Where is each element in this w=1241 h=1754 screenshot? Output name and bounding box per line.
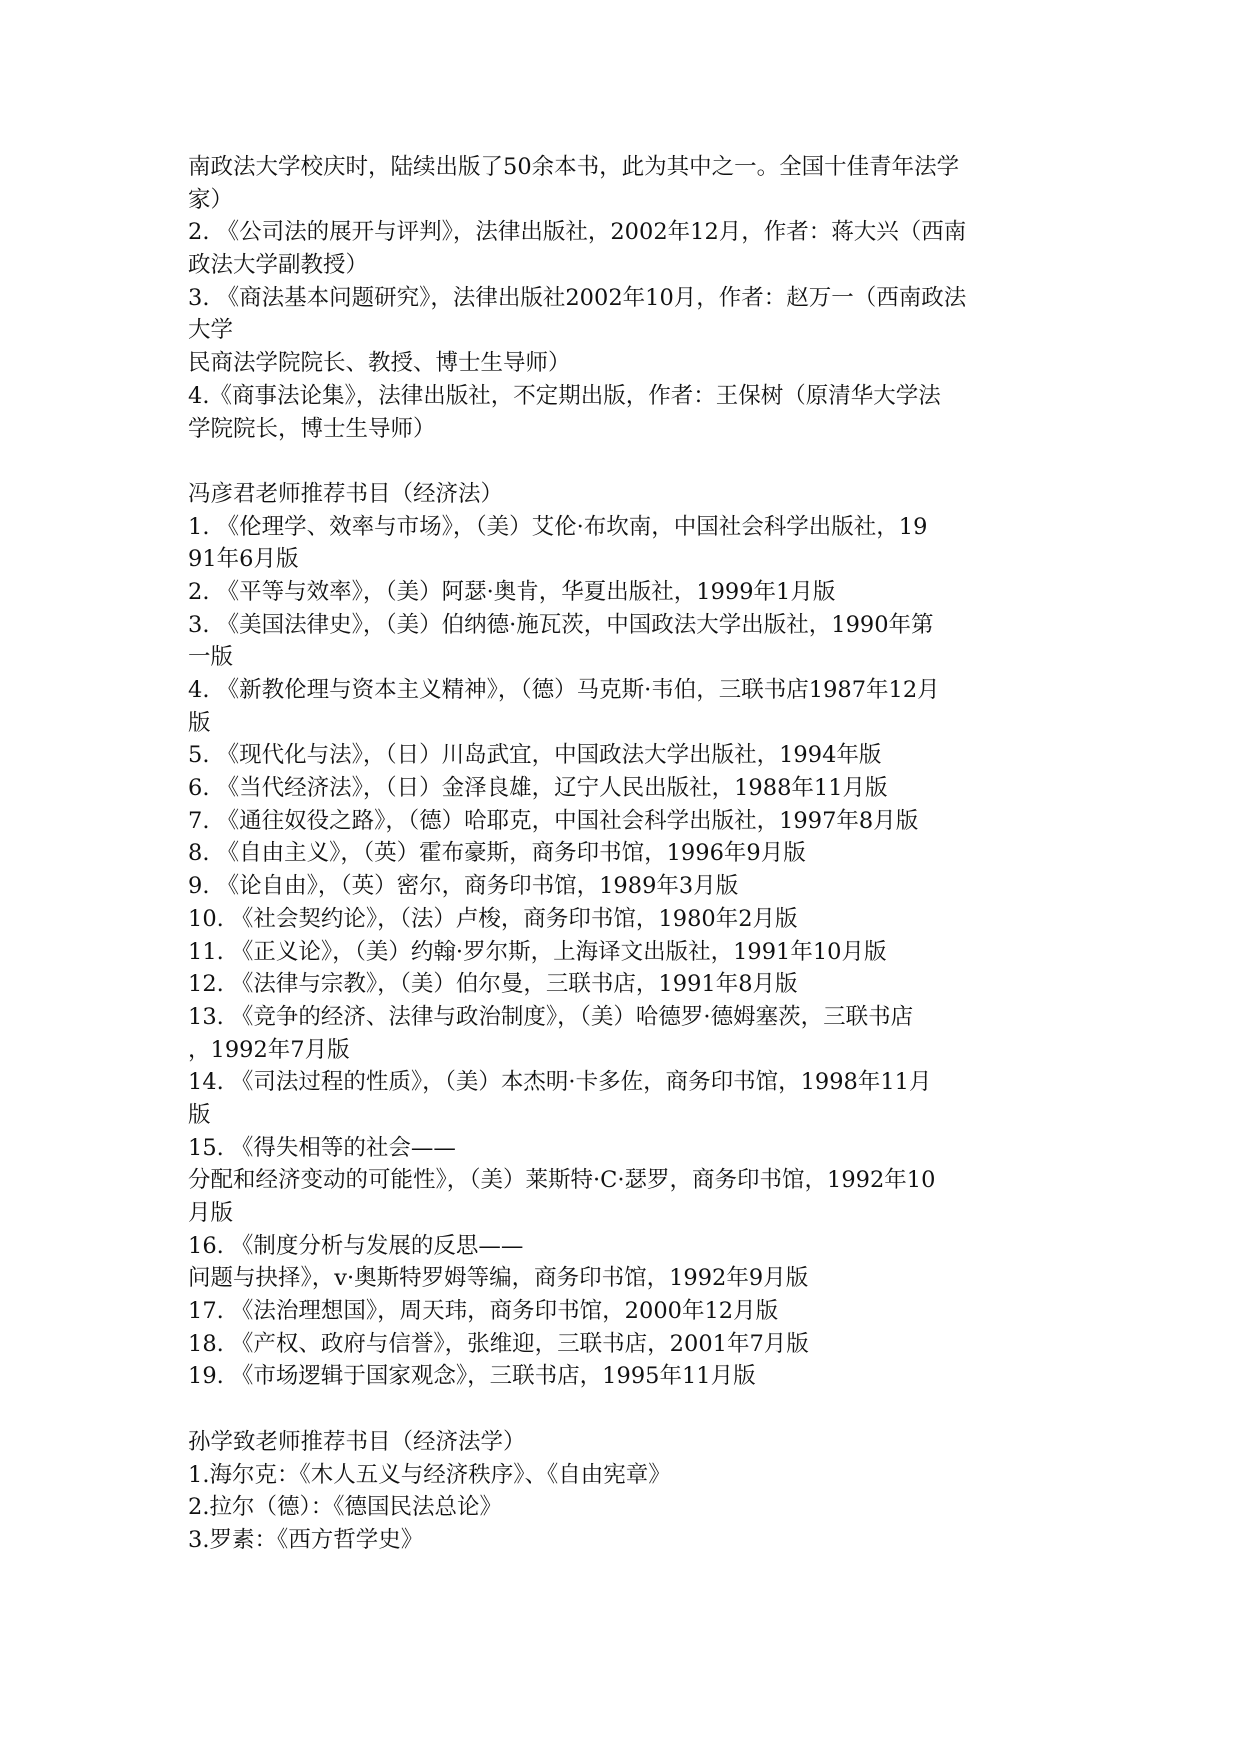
list-item: 6. 《当代经济法》，（日）金泽良雄，辽宁人民出版社，1988年11月版	[188, 775, 888, 802]
text-line: 3. 《商法基本问题研究》，法律出版社2002年10月，作者：赵万一（西南政法	[188, 284, 967, 311]
book-list-shang-fa	[188, 151, 1058, 445]
list-item: 4. 《新教伦理与资本主义精神》，（德）马克斯·韦伯，三联书店1987年12月	[188, 677, 940, 703]
list-item: 2. 《平等与效率》，（美）阿瑟·奥肯，华夏出版社，1999年1月版	[188, 578, 836, 605]
list-item: ，1992年7月版	[188, 1036, 350, 1063]
list-item: 8. 《自由主义》，（英）霍布豪斯，商务印书馆，1996年9月版	[188, 840, 806, 867]
paragraph-gap	[188, 445, 1058, 478]
list-item: 17. 《法治理想国》，周天玮，商务印书馆，2000年12月版	[188, 1298, 779, 1325]
document-page	[188, 151, 1058, 1557]
list-item: 7. 《通往奴役之路》，（德）哈耶克，中国社会科学出版社，1997年8月版	[188, 807, 919, 834]
text-line: 家）	[188, 186, 234, 213]
list-item: 3.罗素：《西方哲学史》	[188, 1526, 424, 1553]
list-item: 分配和经济变动的可能性》，（美）莱斯特·C·瑟罗，商务印书馆，1992年10	[188, 1167, 936, 1194]
list-item: 1. 《伦理学、效率与市场》，（美）艾伦·布坎南，中国社会科学出版社，19	[188, 513, 928, 540]
list-item: 版	[188, 709, 211, 736]
text-line: 民商法学院院长、教授、博士生导师）	[188, 350, 571, 377]
text-line: 政法大学副教授）	[188, 252, 369, 279]
list-item: 5. 《现代化与法》，（日）川岛武宜，中国政法大学出版社，1994年版	[188, 742, 882, 769]
list-item: 1.海尔克：《木人五义与经济秩序》、《自由宪章》	[188, 1461, 671, 1488]
list-item: 11. 《正义论》，（美）约翰·罗尔斯，上海译文出版社，1991年10月版	[188, 938, 887, 965]
text-line: 南政法大学校庆时，陆续出版了50余本书，此为其中之一。全国十佳青年法学	[188, 154, 960, 180]
list-item: 9. 《论自由》，（英）密尔，商务印书馆，1989年3月版	[188, 873, 739, 900]
section-heading: 孙学致老师推荐书目（经济法学）	[188, 1428, 526, 1455]
list-item: 16. 《制度分析与发展的反思——	[188, 1232, 524, 1259]
list-item: 15. 《得失相等的社会——	[188, 1134, 456, 1161]
list-item: 14. 《司法过程的性质》，（美）本杰明·卡多佐，商务印书馆，1998年11月	[188, 1069, 932, 1096]
list-item: 91年6月版	[188, 546, 299, 573]
list-item: 12. 《法律与宗教》，（美）伯尔曼，三联书店，1991年8月版	[188, 971, 798, 998]
text-line: 4.《商事法论集》，法律出版社，不定期出版，作者：王保树（原清华大学法	[188, 382, 941, 409]
text-line: 2. 《公司法的展开与评判》，法律出版社，2002年12月，作者：蒋大兴（西南	[188, 219, 967, 246]
book-list-sun-xuezhi	[188, 1426, 1058, 1557]
list-item: 2.拉尔（德）：《德国民法总论》	[188, 1494, 502, 1521]
list-item: 3. 《美国法律史》，（美）伯纳德·施瓦茨，中国政法大学出版社，1990年第	[188, 611, 934, 638]
section-heading: 冯彦君老师推荐书目（经济法）	[188, 480, 504, 507]
list-item: 18. 《产权、政府与信誉》，张维迎，三联书店，2001年7月版	[188, 1330, 809, 1357]
list-item: 版	[188, 1101, 211, 1128]
list-item: 问题与抉择》，v·奥斯特罗姆等编，商务印书馆，1992年9月版	[188, 1265, 809, 1292]
list-item: 月版	[188, 1200, 234, 1226]
list-item: 13. 《竞争的经济、法律与政治制度》，（美）哈德罗·德姆塞茨，三联书店	[188, 1003, 914, 1030]
list-item: 一版	[188, 644, 234, 671]
list-item: 19. 《市场逻辑于国家观念》，三联书店，1995年11月版	[188, 1363, 756, 1390]
list-item: 10. 《社会契约论》，（法）卢梭，商务印书馆，1980年2月版	[188, 905, 798, 932]
text-line: 学院院长，博士生导师）	[188, 415, 436, 442]
book-list-feng-yanjun	[188, 478, 1058, 1393]
paragraph-gap	[188, 1393, 1058, 1426]
text-line: 大学	[188, 317, 234, 344]
